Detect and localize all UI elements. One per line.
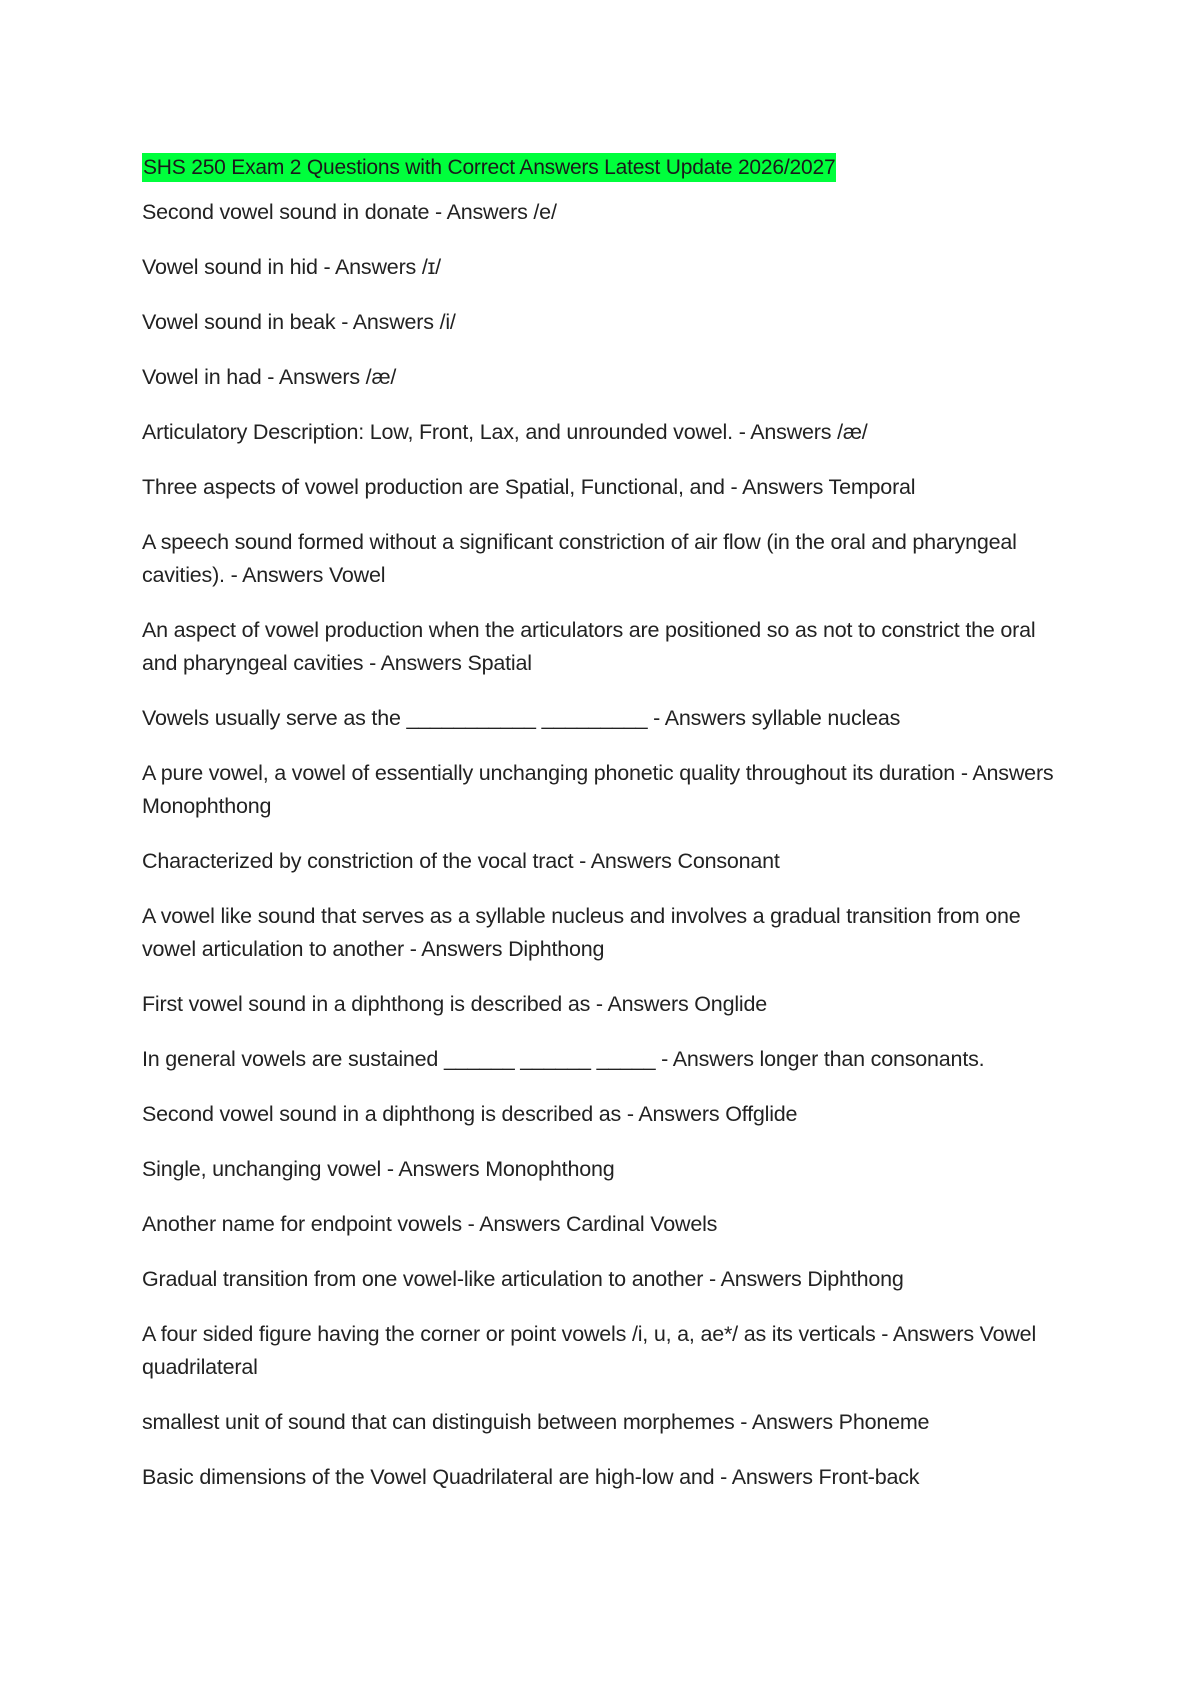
- answer-text: Answers longer than consonants.: [672, 1047, 985, 1071]
- answer-text: Answers /i/: [352, 310, 456, 334]
- question-text: A pure vowel, a vowel of essentially unchanging phonetic quality throughout its duration -: [142, 761, 972, 785]
- answer-text: Answers Monophthong: [142, 761, 1054, 818]
- qa-item: [142, 1263, 1067, 1296]
- qa-item: [142, 1153, 1067, 1186]
- question-text: Vowels usually serve as the ___________ _________ -: [142, 706, 665, 730]
- qa-item: [142, 416, 1067, 449]
- qa-list: [142, 196, 1067, 1494]
- question-text: Vowel sound in hid -: [142, 255, 335, 279]
- question-text: A vowel like sound that serves as a syllable nucleus and involves a gradual transition from one vowel articulation to another -: [142, 904, 1021, 961]
- question-text: Articulatory Description: Low, Front, Lax, and unrounded vowel. -: [142, 420, 750, 444]
- answer-text: Answers Front-back: [731, 1465, 920, 1489]
- answer-text: Answers Phoneme: [751, 1410, 930, 1434]
- qa-item: [142, 757, 1067, 823]
- question-text: smallest unit of sound that can distinguish between morphemes -: [142, 1410, 752, 1434]
- answer-text: Answers Diphthong: [421, 937, 605, 961]
- qa-item: [142, 845, 1067, 878]
- answer-text: Answers /e/: [446, 200, 557, 224]
- question-text: Another name for endpoint vowels -: [142, 1212, 479, 1236]
- answer-text: Answers Cardinal Vowels: [479, 1212, 718, 1236]
- qa-item: [142, 1043, 1067, 1076]
- answer-text: Answers Diphthong: [720, 1267, 904, 1291]
- answer-text: Answers /ɪ/: [335, 255, 441, 279]
- answer-text: Answers Offglide: [638, 1102, 798, 1126]
- qa-item: [142, 702, 1067, 735]
- answer-text: Answers syllable nucleas: [664, 706, 901, 730]
- qa-item: [142, 196, 1067, 229]
- question-text: Vowel sound in beak -: [142, 310, 353, 334]
- question-text: Three aspects of vowel production are Spatial, Functional, and -: [142, 475, 742, 499]
- answer-text: Answers Temporal: [742, 475, 916, 499]
- qa-item: [142, 306, 1067, 339]
- qa-item: [142, 988, 1067, 1021]
- answer-text: Answers Vowel quadrilateral: [142, 1322, 1037, 1379]
- question-text: Gradual transition from one vowel-like articulation to another -: [142, 1267, 721, 1291]
- question-text: Single, unchanging vowel -: [142, 1157, 398, 1181]
- question-text: Second vowel sound in donate -: [142, 200, 447, 224]
- qa-item: [142, 1461, 1067, 1494]
- question-text: A four sided figure having the corner or point vowels /i, u, a, ae*/ as its verticals -: [142, 1322, 893, 1346]
- qa-item: [142, 251, 1067, 284]
- qa-item: [142, 900, 1067, 966]
- answer-text: Answers Vowel: [242, 563, 386, 587]
- document-page: [142, 153, 1067, 1516]
- qa-item: [142, 471, 1067, 504]
- answer-text: Answers Monophthong: [398, 1157, 615, 1181]
- qa-item: [142, 1318, 1067, 1384]
- question-text: Second vowel sound in a diphthong is described as -: [142, 1102, 638, 1126]
- answer-text: Answers Spatial: [380, 651, 532, 675]
- answer-text: Answers Onglide: [607, 992, 767, 1016]
- question-text: An aspect of vowel production when the articulators are positioned so as not to constrict the oral and pharyngeal cavities -: [142, 618, 1035, 675]
- answer-text: Answers /æ/: [750, 420, 868, 444]
- answer-text: Answers Consonant: [590, 849, 780, 873]
- document-title: SHS 250 Exam 2 Questions with Correct Answers Latest Update 2026/2027: [142, 153, 836, 182]
- question-text: A speech sound formed without a significant constriction of air flow (in the oral and pharyngeal cavities). -: [142, 530, 1017, 587]
- question-text: Basic dimensions of the Vowel Quadrilateral are high-low and -: [142, 1465, 732, 1489]
- question-text: First vowel sound in a diphthong is described as -: [142, 992, 607, 1016]
- qa-item: [142, 1098, 1067, 1131]
- answer-text: Answers /æ/: [278, 365, 397, 389]
- question-text: Characterized by constriction of the vocal tract -: [142, 849, 591, 873]
- question-text: Vowel in had -: [142, 365, 279, 389]
- question-text: In general vowels are sustained ______ ______ _____ -: [142, 1047, 673, 1071]
- qa-item: [142, 1406, 1067, 1439]
- qa-item: [142, 614, 1067, 680]
- qa-item: [142, 526, 1067, 592]
- qa-item: [142, 1208, 1067, 1241]
- qa-item: [142, 361, 1067, 394]
